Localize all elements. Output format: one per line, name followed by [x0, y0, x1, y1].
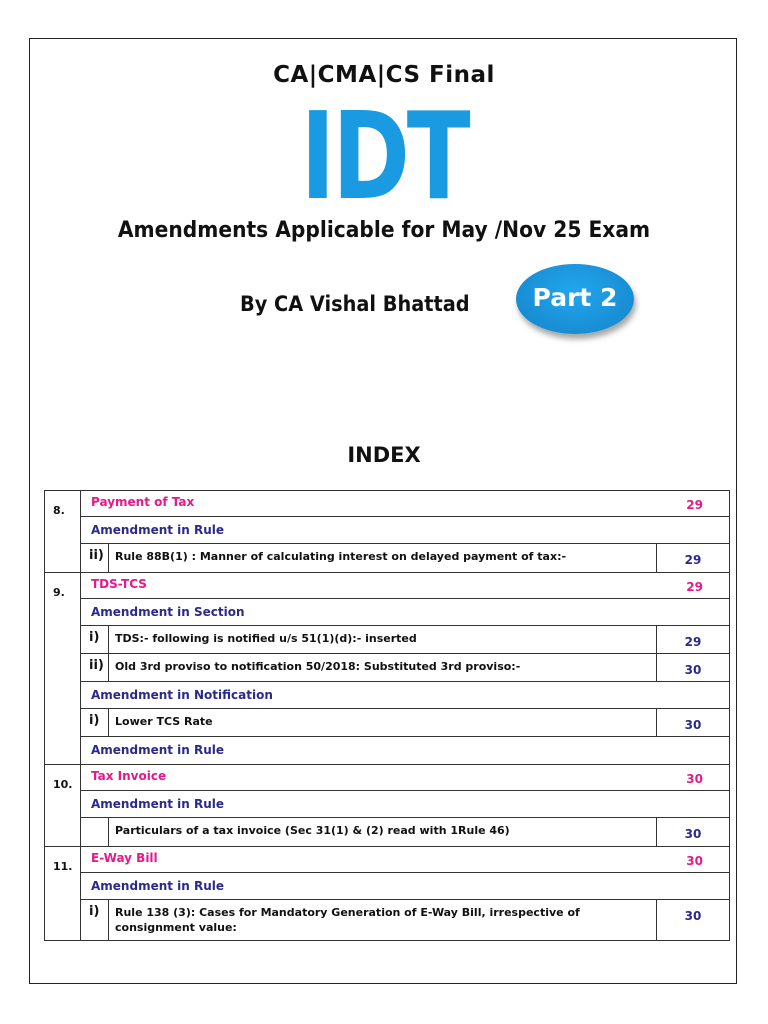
subheading-row — [81, 517, 729, 544]
subheading-row — [81, 682, 729, 709]
section-number: 10. — [53, 778, 73, 791]
section-number-cell — [45, 573, 81, 764]
section-page: 30 — [686, 772, 703, 786]
index-section — [44, 764, 730, 846]
item-text: Old 3rd proviso to notification 50/2018: Substituted 3rd proviso:- — [109, 654, 657, 681]
subheading-title: Amendment in Rule — [91, 797, 225, 811]
index-item-row[interactable] — [81, 626, 729, 654]
subheading-row — [81, 873, 729, 900]
subheading-title: Amendment in Rule — [91, 523, 225, 537]
section-page: 29 — [686, 498, 703, 512]
subheading-title: Amendment in Notification — [91, 688, 273, 702]
item-marker: i) — [81, 900, 109, 940]
course-line: CA|CMA|CS Final — [273, 62, 495, 88]
index-section — [44, 572, 730, 764]
author-line: By CA Vishal Bhattad — [240, 292, 470, 316]
section-rows — [81, 765, 729, 846]
index-table — [44, 490, 730, 941]
section-number: 8. — [53, 504, 65, 517]
section-title: Payment of Tax — [91, 495, 195, 509]
subheading-title: Amendment in Section — [91, 605, 245, 619]
section-number-cell — [45, 491, 81, 572]
part-badge: Part 2 — [516, 264, 634, 334]
item-page: 30 — [684, 827, 702, 841]
section-number: 9. — [53, 586, 65, 599]
index-item-row[interactable] — [81, 818, 729, 846]
section-heading-row[interactable] — [81, 847, 729, 873]
index-item-row[interactable] — [81, 709, 729, 737]
section-heading-row[interactable] — [81, 491, 729, 517]
section-page: 29 — [686, 580, 703, 594]
item-text: Rule 88B(1) : Manner of calculating interest on delayed payment of tax:- — [109, 544, 657, 572]
item-marker: ii) — [81, 544, 109, 572]
section-title: TDS-TCS — [91, 577, 147, 591]
item-page: 30 — [684, 663, 702, 677]
index-item-row[interactable] — [81, 544, 729, 572]
subheading-title: Amendment in Rule — [91, 879, 225, 893]
section-page: 30 — [686, 854, 703, 868]
item-page: 29 — [684, 553, 702, 567]
item-text: Lower TCS Rate — [109, 709, 657, 736]
item-page: 30 — [684, 909, 702, 923]
section-number-cell — [45, 765, 81, 846]
item-page: 30 — [684, 718, 702, 732]
section-title: E-Way Bill — [91, 851, 158, 865]
subheading-row — [81, 599, 729, 626]
index-section — [44, 490, 730, 572]
item-marker: i) — [81, 626, 109, 653]
subtitle: Amendments Applicable for May /Nov 25 Exam — [117, 218, 651, 243]
section-heading-row[interactable] — [81, 765, 729, 791]
item-marker: i) — [81, 709, 109, 736]
main-title: IDT — [300, 88, 468, 227]
section-number-cell — [45, 847, 81, 940]
section-rows — [81, 491, 729, 572]
index-section — [44, 846, 730, 941]
item-text: Rule 138 (3): Cases for Mandatory Generation of E-Way Bill, irrespective of consignment value: — [109, 900, 657, 940]
section-title: Tax Invoice — [91, 769, 167, 783]
subheading-title: Amendment in Rule — [91, 743, 225, 757]
item-marker — [81, 818, 109, 846]
subheading-row — [81, 737, 729, 764]
section-rows — [81, 847, 729, 940]
index-item-row[interactable] — [81, 900, 729, 940]
section-number: 11. — [53, 860, 73, 873]
item-page: 29 — [684, 635, 702, 649]
index-item-row[interactable] — [81, 654, 729, 682]
item-text: TDS:- following is notified u/s 51(1)(d):- inserted — [109, 626, 657, 653]
item-marker: ii) — [81, 654, 109, 681]
section-heading-row[interactable] — [81, 573, 729, 599]
index-heading: INDEX — [347, 443, 421, 467]
section-rows — [81, 573, 729, 764]
item-text: Particulars of a tax invoice (Sec 31(1) & (2) read with 1Rule 46) — [109, 818, 657, 846]
subheading-row — [81, 791, 729, 818]
